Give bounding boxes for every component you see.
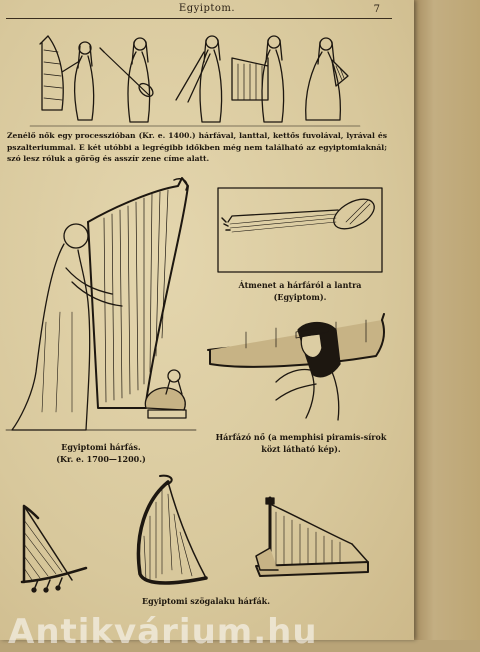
caption-lute-line1: Átmenet a hárfáról a lantra xyxy=(238,280,362,290)
caption-procession: Zenélő nők egy processzióban (Kr. e. 1400.) hárfával, lanttal, kettős fuvolával, lyrával és pszalteriummal. E két utóbbi a legrégibb időkben még nem található az egyiptomiaknál; szó lesz róluk a görög és asszír zene címe alatt. xyxy=(7,131,387,163)
caption-harp-player-line2: közt látható kép). xyxy=(261,444,341,454)
procession-illustration xyxy=(0,22,414,132)
caption-lute-line2: (Egyiptom). xyxy=(273,292,327,302)
harpist-illustration xyxy=(6,172,196,434)
caption-angular-harps: Egyiptomi szögalaku hárfák. xyxy=(142,596,270,606)
angular-harps-illustration xyxy=(16,470,396,586)
harp-player-illustration xyxy=(206,312,398,422)
caption-harpist-line2: (Kr. e. 1700—1200.) xyxy=(56,454,146,464)
watermark-text: Antikvárium.hu xyxy=(8,612,318,652)
page-header-title: Egyiptom. xyxy=(178,3,236,14)
page-edge xyxy=(414,0,480,640)
lute-illustration xyxy=(218,188,382,272)
page-number: 7 xyxy=(373,4,380,15)
header-rule xyxy=(6,18,392,19)
caption-harp-player-line1: Hárfázó nő (a memphisi piramis-sírok xyxy=(215,432,387,442)
caption-harpist-line1: Egyiptomi hárfás. xyxy=(61,442,141,452)
